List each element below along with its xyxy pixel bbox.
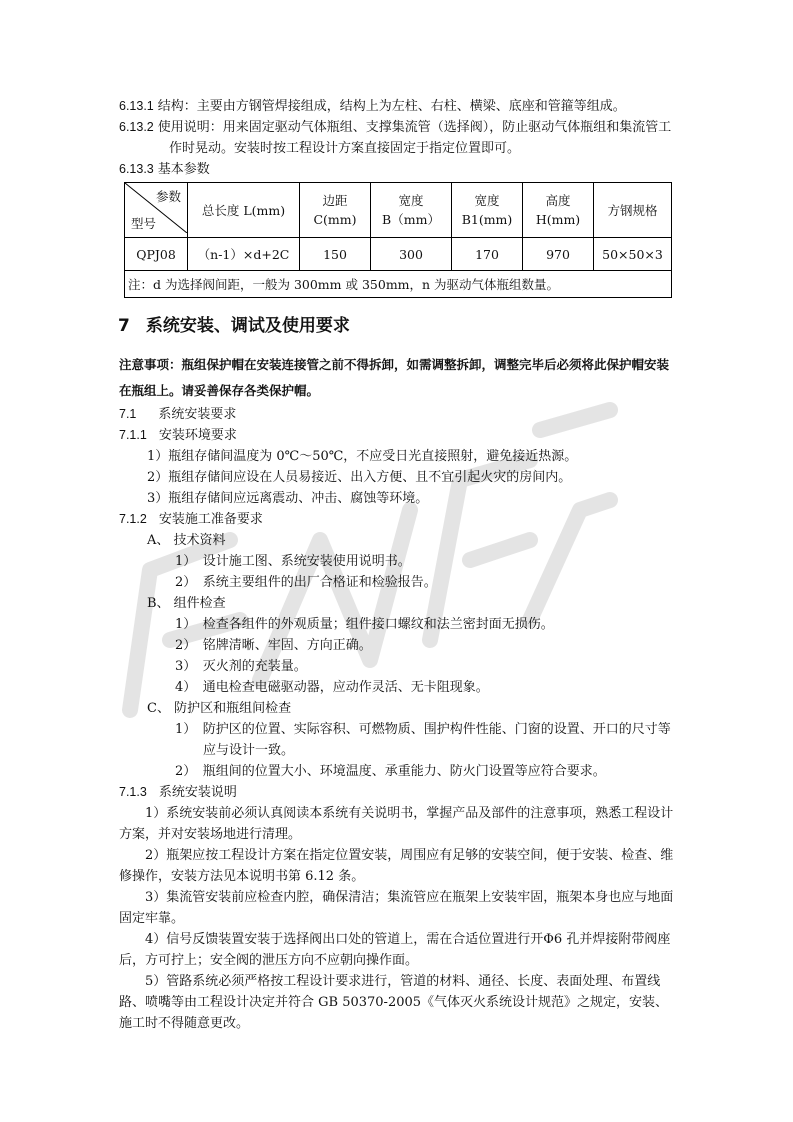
group-b-item-3: 3） 灭火剂的充装量。	[175, 659, 307, 674]
clause-number: 7.1	[119, 407, 137, 421]
clause-6-13-2	[119, 117, 679, 159]
group-b-label: B、 组件检查	[147, 596, 226, 611]
header-cell: 宽度 B（mm）	[371, 183, 452, 238]
group-a-item-2: 2） 系统主要组件的出厂合格证和检验报告。	[175, 575, 437, 590]
group-c-item-2: 2） 瓶组间的位置大小、环境温度、承重能力、防火门设置等应符合要求。	[175, 764, 606, 779]
header-cell: 高度 H(mm)	[523, 183, 594, 238]
section-title: 系统安装、调试及使用要求	[145, 316, 350, 336]
group-b-item-2: 2） 铭牌清晰、牢固、方向正确。	[175, 638, 372, 653]
group-a-label: A、 技术资料	[147, 533, 226, 548]
clause-7-1-3	[119, 782, 679, 803]
clause-6-13-1	[119, 96, 679, 117]
notice-text: 注意事项：瓶组保护帽在安装连接管之前不得拆卸，如需调整拆卸，调整完毕后必须将此保护帽安装在瓶组上。请妥善保存各类保护帽。	[119, 357, 670, 398]
header-cell: 边距 C(mm)	[300, 183, 371, 238]
clause-number: 7.1.2	[119, 512, 147, 526]
clause-number: 7.1.3	[119, 785, 147, 799]
table-cell: 150	[300, 238, 371, 271]
clause-number: 6.13.1	[119, 99, 154, 113]
header-cell: 方钢规格	[594, 183, 672, 238]
install-item-1: 1）系统安装前必须认真阅读本系统有关说明书，掌握产品及部件的注意事项，熟悉工程设计方案，并对安装场地进行清理。	[119, 806, 674, 842]
clause-text: 系统安装说明	[158, 785, 237, 800]
install-item-3: 3）集流管安装前应检查内腔，确保清洁；集流管应在瓶架上安装牢固，瓶架本身也应与地面固定牢靠。	[119, 890, 674, 926]
env-item-3: 3）瓶组存储间应远离震动、冲击、腐蚀等环境。	[147, 491, 429, 506]
section-heading-7	[118, 314, 679, 338]
clause-text: 安装施工准备要求	[158, 512, 263, 527]
install-item-5: 5）管路系统必须严格按工程设计要求进行，管道的材料、通径、长度、表面处理、布置线路、喷嘴等由工程设计决定并符合 GB 50370-2005《气体灭火系统设计规范》之规定，安装、施工时不得随意更改。	[119, 974, 669, 1031]
corner-bottom-label: 型号	[131, 216, 157, 231]
clause-6-13-3	[119, 159, 679, 180]
header-cell: 宽度 B1(mm)	[452, 183, 523, 238]
table-cell: 50×50×3	[594, 238, 672, 271]
table-cell: QPJ08	[125, 238, 188, 271]
install-item-4: 4）信号反馈装置安装于选择阀出口处的管道上，需在合适位置进行开Φ6 孔并焊接附带阀座后，方可拧上；安全阀的泄压方向不应朝向操作面。	[119, 932, 671, 968]
clause-number: 6.13.3	[119, 162, 154, 176]
section-number: 7	[118, 316, 130, 336]
table-note-row	[125, 271, 672, 298]
clause-text: 安装环境要求	[158, 428, 237, 443]
clause-text: 基本参数	[157, 162, 210, 177]
group-c-item-1: 1） 防护区的位置、实际容积、可燃物质、围护构件性能、门窗的设置、开口的尺寸等应与设计一致。	[175, 722, 671, 758]
env-item-2: 2）瓶组存储间应设在人员易接近、出入方便、且不宜引起火灾的房间内。	[147, 470, 572, 485]
header-cell: 总长度 L(mm)	[188, 183, 300, 238]
table-cell: 970	[523, 238, 594, 271]
clause-7-1	[119, 404, 679, 425]
group-b-item-4: 4） 通电检查电磁驱动器，应动作灵活、无卡阻现象。	[175, 680, 489, 695]
group-b-item-1: 1） 检查各组件的外观质量；组件接口螺纹和法兰密封面无损伤。	[175, 617, 554, 632]
parameters-table	[124, 182, 672, 298]
clause-number: 7.1.1	[119, 428, 147, 442]
table-corner-cell	[125, 183, 188, 238]
install-item-2: 2）瓶架应按工程设计方案在指定位置安装，周围应有足够的安装空间，便于安装、检查、维修操作，安装方法见本说明书第 6.12 条。	[119, 848, 674, 884]
corner-top-label: 参数	[155, 189, 181, 204]
table-cell: 300	[371, 238, 452, 271]
page-content	[119, 96, 679, 1034]
clause-text: 使用说明：用来固定驱动气体瓶组、支撑集流管（选择阀），防止驱动气体瓶组和集流管工作时晃动。安装时按工程设计方案直接固定于指定位置即可。	[157, 120, 672, 156]
table-row	[125, 238, 672, 271]
env-item-1: 1）瓶组存储间温度为 0℃～50℃，不应受日光直接照射，避免接近热源。	[147, 449, 578, 464]
clause-7-1-1	[119, 425, 679, 446]
table-cell: （n-1）×d+2C	[188, 238, 300, 271]
clause-text: 系统安装要求	[158, 407, 237, 422]
clause-text: 结构：主要由方钢管焊接组成，结构上为左柱、右柱、横梁、底座和管箍等组成。	[157, 99, 626, 114]
table-header-row	[125, 183, 672, 238]
table-note: 注：d 为选择阀间距，一般为 300mm 或 350mm，n 为驱动气体瓶组数量。	[125, 271, 672, 298]
table-cell: 170	[452, 238, 523, 271]
group-a-item-1: 1） 设计施工图、系统安装使用说明书。	[175, 554, 411, 569]
group-c-label: C、 防护区和瓶组间检查	[147, 701, 292, 716]
clause-number: 6.13.2	[119, 120, 154, 134]
clause-7-1-2	[119, 509, 679, 530]
